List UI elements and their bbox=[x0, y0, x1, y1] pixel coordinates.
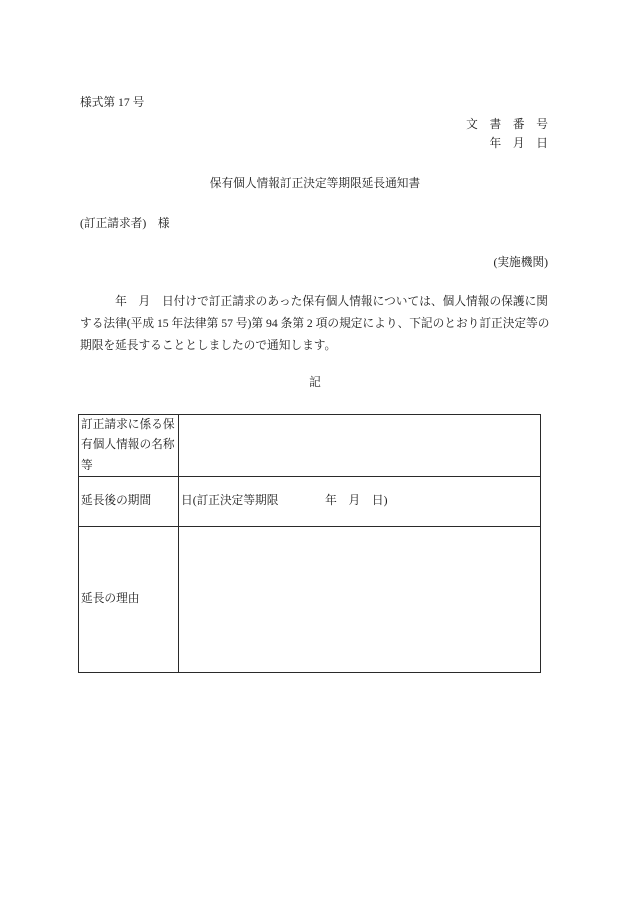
date-label: 年 月 日 bbox=[489, 137, 548, 150]
recipient-line: (訂正請求者) 様 bbox=[80, 217, 170, 230]
form-number: 様式第 17 号 bbox=[80, 96, 145, 109]
extension-reason-value-cell bbox=[179, 526, 541, 672]
item-name-value-cell bbox=[179, 415, 541, 477]
body-line: 年 月 日付けで訂正請求のあった保有個人情報については、個人情報の保護に関 bbox=[80, 295, 548, 308]
issuer-line: (実施機関) bbox=[493, 256, 548, 269]
table-row-item-name bbox=[79, 415, 541, 477]
extended-period-value: 日(訂正決定等期限 年 月 日) bbox=[179, 476, 541, 526]
body-line: する法律(平成 15 年法律第 57 号)第 94 条第 2 項の規定により、下記のとおり訂正決定等の bbox=[80, 317, 550, 330]
ki-heading: 記 bbox=[309, 376, 321, 389]
document-number-label: 文 書 番 号 bbox=[466, 118, 548, 131]
body-line: 期限を延長することとしましたので通知します。 bbox=[80, 339, 337, 352]
document-title: 保有個人情報訂正決定等期限延長通知書 bbox=[209, 177, 421, 190]
extension-reason-label: 延長の理由 bbox=[79, 526, 179, 672]
item-name-label: 訂正請求に係る保有個人情報の名称等 bbox=[79, 415, 179, 477]
notice-details-table bbox=[78, 414, 541, 673]
extended-period-label: 延長後の期間 bbox=[79, 476, 179, 526]
table-row-extension-reason bbox=[79, 526, 541, 672]
table-row-extended-period bbox=[79, 476, 541, 526]
notice-body bbox=[80, 294, 548, 360]
